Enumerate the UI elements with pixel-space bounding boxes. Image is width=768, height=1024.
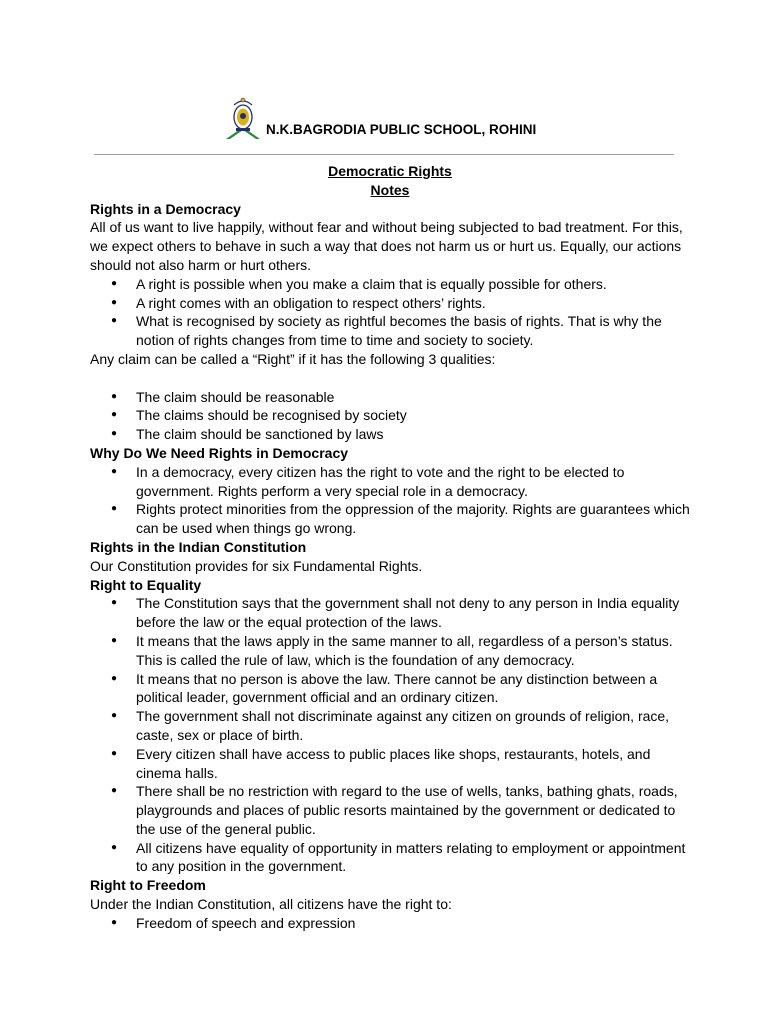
list-item: ● Freedom of speech and expression bbox=[90, 914, 690, 933]
list-item: ● The claim should be reasonable bbox=[90, 388, 690, 407]
list-item: ● The Constitution says that the government shall not deny to any person in India equality before the law or the equal protection of the laws. bbox=[90, 594, 690, 632]
list-item: ● It means that the laws apply in the same manner to all, regardless of a person’s status. This is called the rule of law, which is the foundation of any democracy. bbox=[90, 632, 690, 670]
paragraph-freedom: Under the Indian Constitution, all citizens have the right to: bbox=[90, 896, 452, 913]
list-item: ● All citizens have equality of opportunity in matters relating to employment or appointment to any position in the government. bbox=[90, 839, 690, 877]
bullet-list-freedom bbox=[90, 914, 690, 933]
section-heading-why-rights: Why Do We Need Rights in Democracy bbox=[90, 444, 349, 461]
bullet-list-why-rights bbox=[90, 463, 690, 538]
section-heading-right-to-equality: Right to Equality bbox=[90, 576, 202, 593]
document-subtitle: Notes bbox=[370, 181, 410, 198]
list-item: ● Rights protect minorities from the oppression of the majority. Rights are guarantees which can be used when things go wrong. bbox=[90, 500, 690, 538]
document-title: Democratic Rights bbox=[328, 163, 452, 179]
document-body bbox=[90, 162, 690, 933]
bullet-list-equality bbox=[90, 594, 690, 876]
list-item: ● It means that no person is above the law. There cannot be any distinction between a political leader, government official and an ordinary citizen. bbox=[90, 670, 690, 708]
list-item: ● The government shall not discriminate against any citizen on grounds of religion, race, caste, sex or place of birth. bbox=[90, 707, 690, 745]
paragraph-intro: All of us want to live happily, without fear and without being subjected to bad treatment. For this, we expect others to behave in such a way that does not harm us or hurt us. Equally, our actions should not also harm or hurt others. bbox=[90, 219, 683, 273]
paragraph-constitution: Our Constitution provides for six Fundamental Rights. bbox=[90, 557, 423, 574]
bullet-list-qualities bbox=[90, 388, 690, 444]
list-item: ● Every citizen shall have access to public places like shops, restaurants, hotels, and cinema halls. bbox=[90, 745, 690, 783]
paragraph-claim: Any claim can be called a “Right” if it has the following 3 qualities: bbox=[90, 350, 496, 367]
section-heading-right-to-freedom: Right to Freedom bbox=[90, 877, 206, 894]
section-heading-indian-constitution: Rights in the Indian Constitution bbox=[90, 538, 307, 555]
list-item: ● In a democracy, every citizen has the right to vote and the right to be elected to government. Rights perform a very special role in a democracy. bbox=[90, 463, 690, 501]
document-header bbox=[226, 95, 536, 139]
school-crest-icon bbox=[226, 95, 260, 139]
list-item: ● There shall be no restriction with regard to the use of wells, tanks, bathing ghats, roads, playgrounds and places of public resorts maintained by the government or dedicated to the use of the general public. bbox=[90, 782, 690, 838]
header-divider bbox=[94, 154, 674, 155]
list-item: ● A right comes with an obligation to respect others’ rights. bbox=[90, 294, 690, 313]
school-name: N.K.BAGRODIA PUBLIC SCHOOL, ROHINI bbox=[266, 122, 537, 137]
list-item: ● The claim should be sanctioned by laws bbox=[90, 425, 690, 444]
section-heading-rights-in-democracy: Rights in a Democracy bbox=[90, 200, 241, 217]
list-item: ● The claims should be recognised by society bbox=[90, 406, 690, 425]
list-item: ● A right is possible when you make a claim that is equally possible for others. bbox=[90, 275, 690, 294]
bullet-list-rights bbox=[90, 275, 690, 350]
list-item: ● What is recognised by society as rightful becomes the basis of rights. That is why the notion of rights changes from time to time and society to society. bbox=[90, 312, 690, 350]
spacer bbox=[90, 369, 690, 388]
